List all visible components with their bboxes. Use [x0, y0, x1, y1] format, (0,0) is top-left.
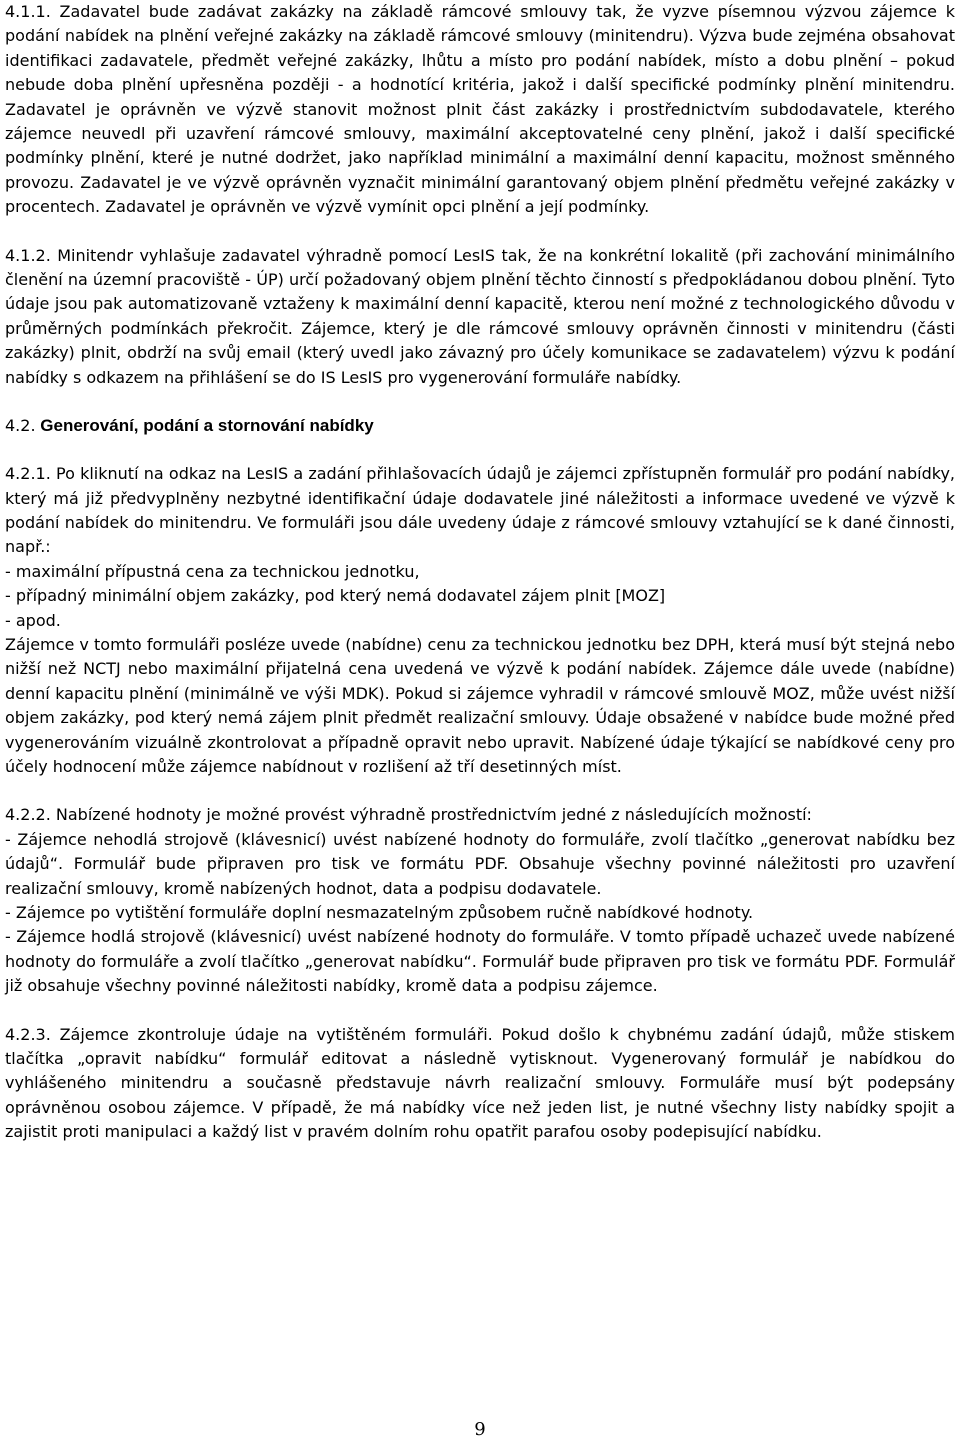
spacer — [5, 779, 955, 803]
section-heading-number: 4.2. — [5, 416, 36, 436]
paragraph-4-2-1-rest: Zájemce v tomto formuláři posléze uvede (nabídne) cenu za technickou jednotku bez DPH, která musí být stejná nebo nižší než NCTJ nebo maximální přijatelná cena uvedená ve výzvě k podání nabídek. Zájemce dále uvede (nabídne) denní kapacitu plnění (minimálně ve výši MDK). Pokud si zájemce vyhradil v rámcové smlouvě MOZ, může uvést nižší objem zakázky, pod který nemá zájem plnit předmět realizační smlouvy. Údaje obsažené v nabídce bude možné před vygenerováním vizuálně zkontrolovat a případně opravit nebo upravit. Nabízené údaje týkající se nabídkové ceny pro účely hodnocení může zájemce nabídnout v rozlišení až tří desetinných míst. — [5, 634, 955, 776]
list-item-min-volume: - případný minimální objem zakázky, pod který nemá dodavatel zájem plnit [MOZ] — [5, 586, 666, 606]
paragraph-4-1-2: 4.1.2. Minitendr vyhlašuje zadavatel výhradně pomocí LesIS tak, že na konkrétní lokalitě (při zachování minimálního členění na územní pracoviště - ÚP) určí požadovaný objem plnění těchto činností s předpokládanou dobou plnění. Tyto údaje jsou pak automatizovaně vztaženy k maximální denní kapacitě, kterou není možné z technologického důvodu v průměrných podmínkách překročit. Zájemce, který je dle rámcové smlouvy oprávněn činnosti v minitendru (části zakázky) plnit, obdrží na svůj email (který uvedl jako závazný pro účely komunikace se zadavatelem) výzvu k podání nabídky s odkazem na přihlášení se do IS LesIS pro vygenerování formuláře nabídky. — [5, 245, 955, 387]
spacer — [5, 220, 955, 244]
list-item-option-1: - Zájemce nehodlá strojově (klávesnicí) uvést nabízené hodnoty do formuláře, zvolí tlačítko „generovat nabídku bez údajů“. Formulář bude připraven pro tisk ve formátu PDF. Obsahuje všechny povinné náležitosti pro uzavření realizační smlouvy, kromě nabízených hodnot, data a podpisu dodavatele. — [5, 829, 955, 898]
spacer — [5, 438, 955, 462]
section-heading-4-2 — [5, 414, 955, 438]
section-heading-title: Generování, podání a stornování nabídky — [40, 416, 374, 436]
spacer — [5, 999, 955, 1023]
page-number: 9 — [474, 1419, 486, 1440]
document-page — [5, 0, 955, 1145]
list-item-max-price: - maximální přípustná cena za technickou jednotku, — [5, 561, 420, 581]
list-item-option-3: - Zájemce hodlá strojově (klávesnicí) uvést nabízené hodnoty do formuláře. V tomto případě uchazeč uvede nabízené hodnoty do formuláře a zvolí tlačítko „generovat nabídku“. Formulář bude připraven pro tisk ve formátu PDF. Formulář již obsahuje všechny povinné náležitosti nabídky, kromě data a podpisu zájemce. — [5, 927, 955, 996]
paragraph-4-2-1-intro: 4.2.1. Po kliknutí na odkaz na LesIS a zadání přihlašovacích údajů je zájemci zpřístupněn formulář pro podání nabídky, který má již předvyplněny nezbytné identifikační údaje dodavatele jiné náležitosti a informace uvedené ve výzvě k podání nabídek do minitendru. Ve formuláři jsou dále uvedeny údaje z rámcové smlouvy vztahující se k dané činnosti, např.: — [5, 464, 955, 557]
list-item-etc: - apod. — [5, 610, 61, 630]
spacer — [5, 390, 955, 414]
paragraph-4-2-3: 4.2.3. Zájemce zkontroluje údaje na vytištěném formuláři. Pokud došlo k chybnému zadání údajů, může stiskem tlačítka „opravit nabídku“ formulář editovat a následně vytisknout. Vygenerovaný formulář je nabídkou do vyhlášeného minitendru a současně představuje návrh realizační smlouvy. Formuláře musí být podepsány oprávněnou osobou zájemce. V případě, že má nabídky více než jeden list, je nutné všechny listy nabídky spojit a zajistit proti manipulaci a každý list v pravém dolním rohu opatřit parafou osoby podepisující nabídku. — [5, 1024, 955, 1142]
paragraph-4-2-2-intro: 4.2.2. Nabízené hodnoty je možné provést výhradně prostřednictvím jedné z následujících možností: — [5, 805, 812, 825]
list-item-option-2: - Zájemce po vytištění formuláře doplní nesmazatelným způsobem ručně nabídkové hodnoty. — [5, 903, 754, 922]
paragraph-4-1-1: 4.1.1. Zadavatel bude zadávat zakázky na základě rámcové smlouvy tak, že vyzve písemnou výzvou zájemce k podání nabídek na plnění veřejné zakázky na základě rámcové smlouvy (minitendru). Výzva bude zejména obsahovat identifikaci zadavatele, předmět veřejné zakázky, lhůtu a místo pro podání nabídek, místo a dobu plnění – pokud nebude doba plnění upřesněna později - a hodnotící kritéria, jakož i další specifické podmínky plnění minitendru. Zadavatel je oprávněn ve výzvě stanovit možnost plnit část zakázky i prostřednictvím subdodavatele, kterého zájemce neuvedl při uzavření rámcové smlouvy, maximální akceptovatelné ceny plnění, jakož i další specifické podmínky plnění, které je nutné dodržet, jako například minimální a maximální denní kapacitu, možnost směnného provozu. Zadavatel je ve výzvě oprávněn vyznačit minimální garantovaný objem plnění předmětu veřejné zakázky v procentech. Zadavatel je oprávněn ve výzvě vymínit opci plnění a její podmínky. — [5, 2, 955, 217]
